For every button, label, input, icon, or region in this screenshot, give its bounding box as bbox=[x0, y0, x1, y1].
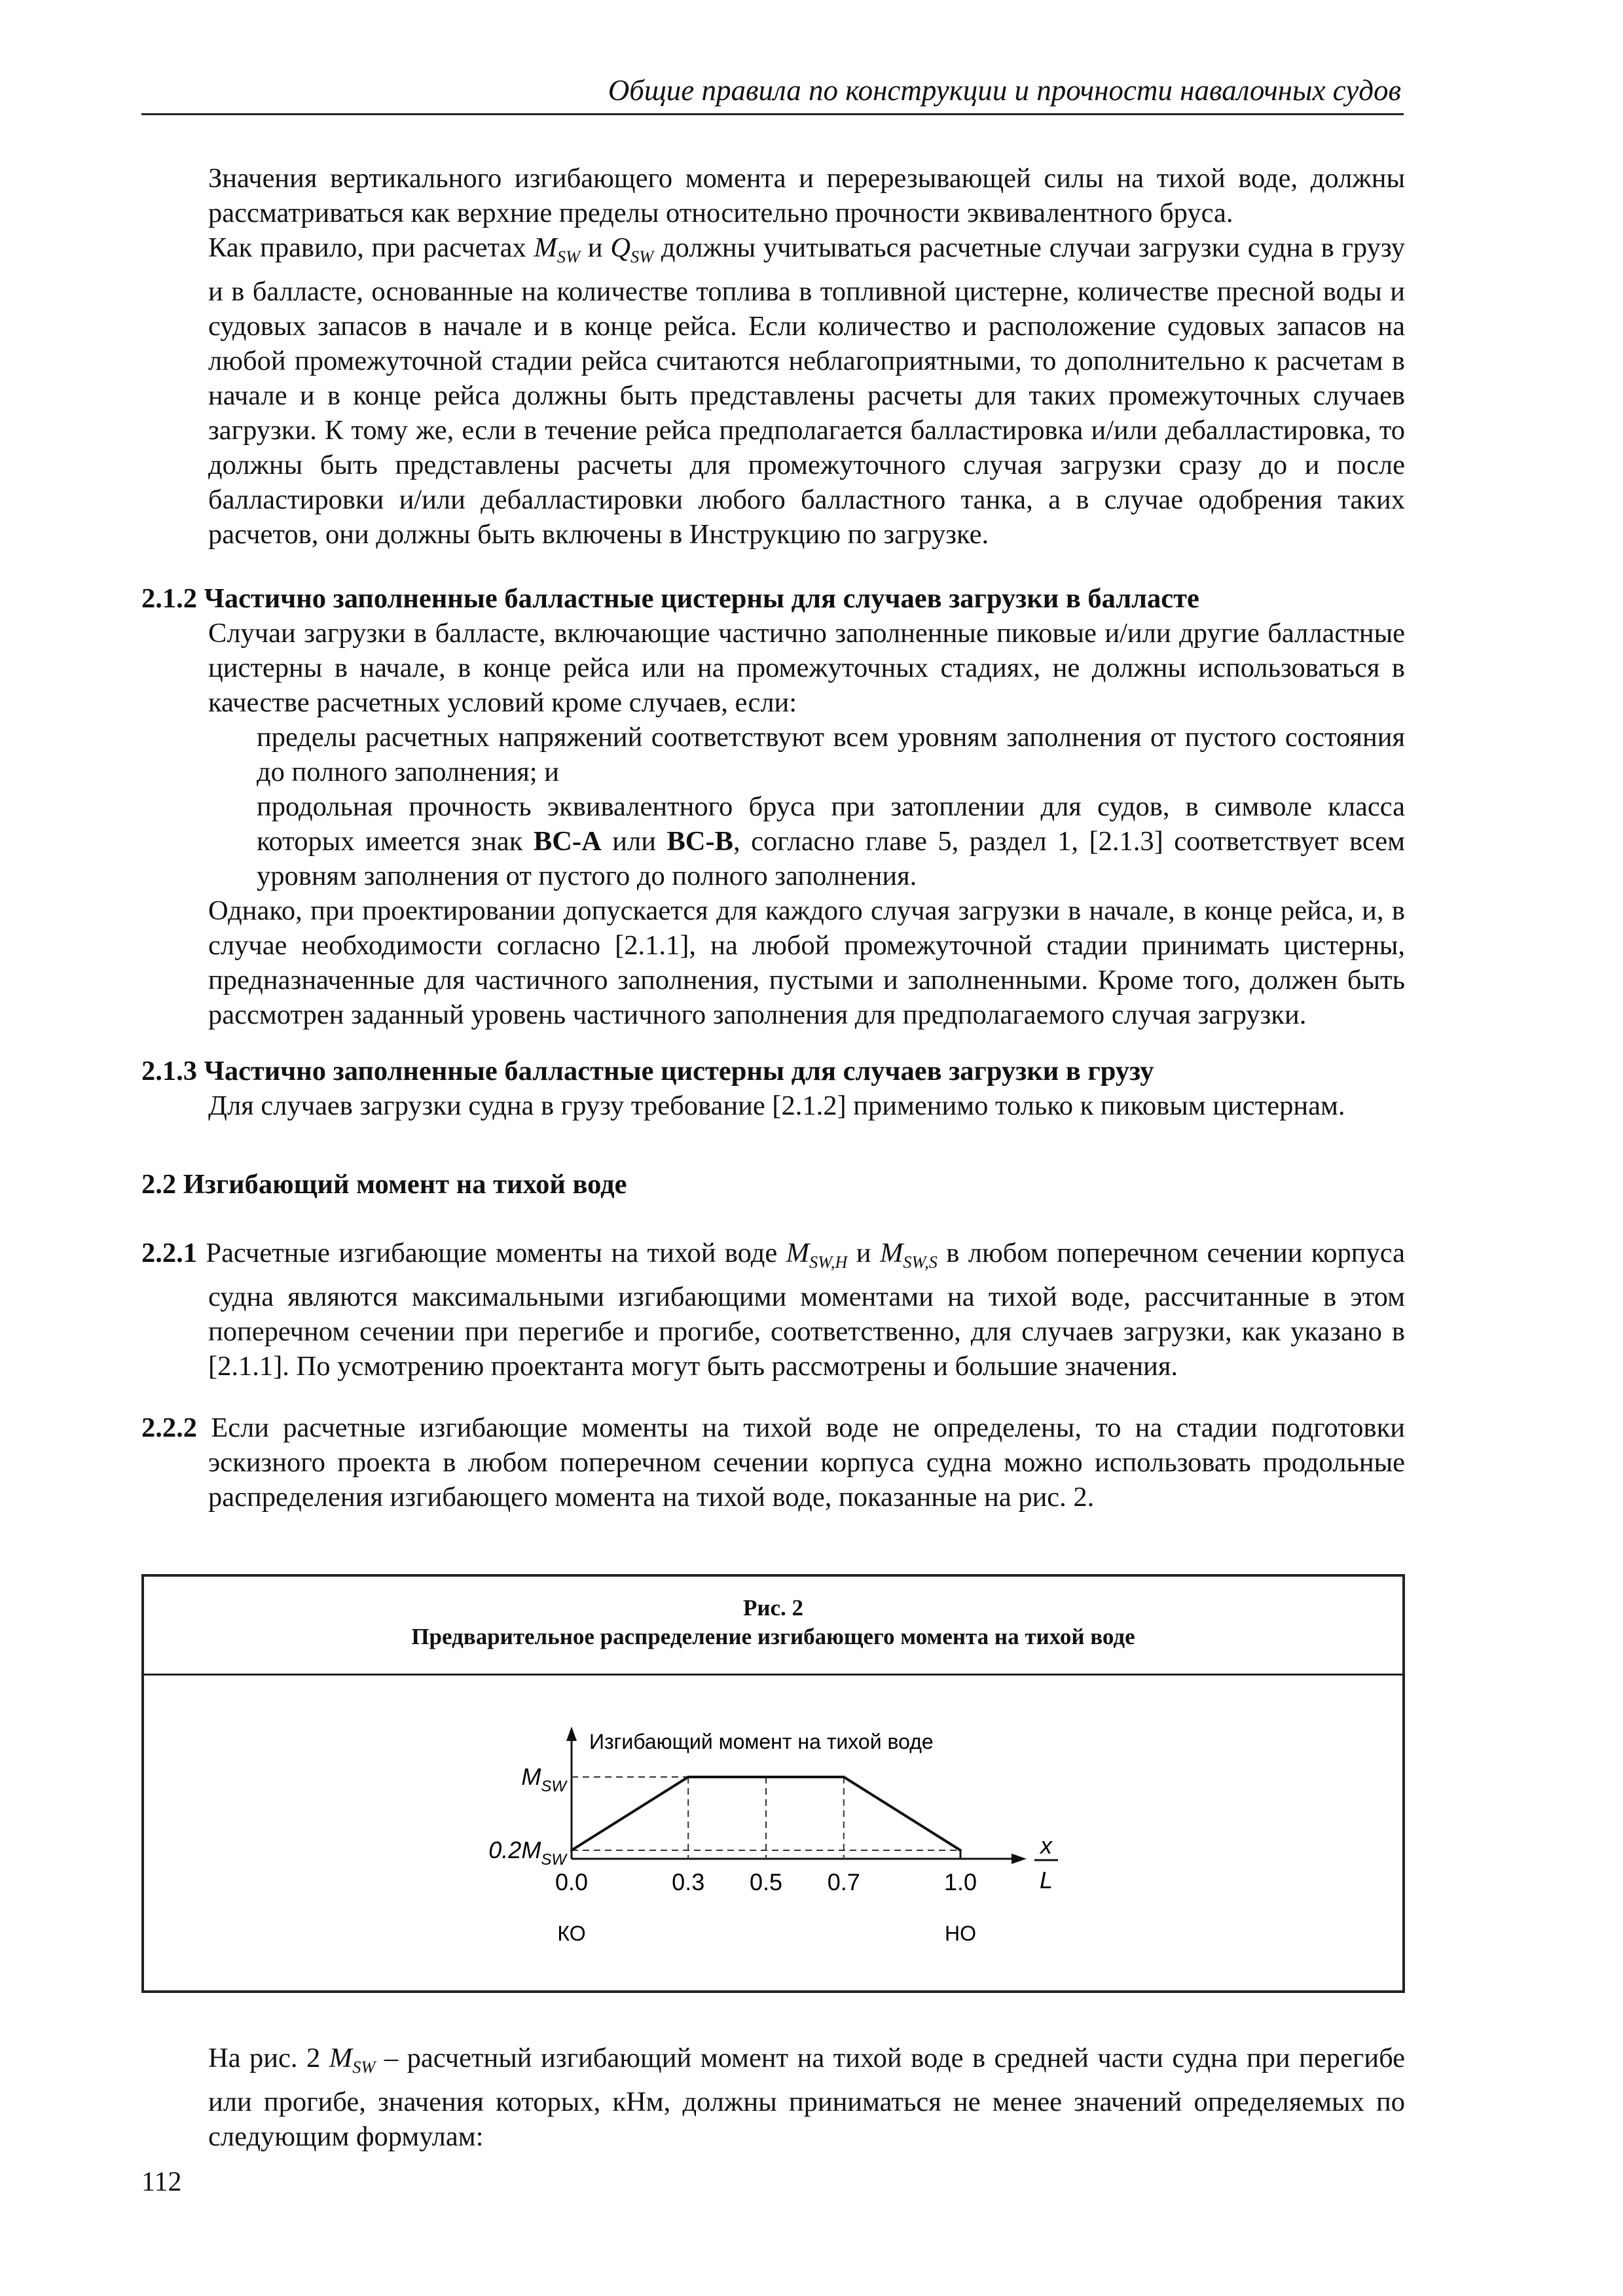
y-tick-label-1: $0.2M_{SW}$ bbox=[488, 1837, 566, 1869]
y-tick-label-0: $M_{SW}$ bbox=[521, 1763, 566, 1795]
msw-symbol: $M_{SW}$ bbox=[534, 232, 581, 267]
paragraph-2-2-2: 2.2.2 Если расчетные изгибающие моменты на тихой воде не определены, то на стадии подготовки эскизного проекта в любом поперечном сечении корпуса судна можно использовать продольные распределения изгибающего момента на тихой воде, показанные на рис. 2. bbox=[141, 1412, 1405, 1513]
list-item-stress-limits: пределы расчетных напряжений соответствуют всем уровням заполнения от пустого состояния до полного заполнения; и bbox=[257, 722, 1405, 787]
heading-2-2: 2.2 Изгибающий момент на тихой воде bbox=[141, 1169, 627, 1200]
data-point-1 bbox=[687, 1776, 689, 1778]
y-axis-arrow bbox=[566, 1727, 577, 1741]
x-tick-label-2: 0.5 bbox=[749, 1869, 783, 1895]
x-tick-label-4: 1.0 bbox=[943, 1869, 977, 1895]
data-point-3 bbox=[959, 1849, 962, 1852]
figure-label: Рис. 2 bbox=[742, 1595, 804, 1621]
qsw-symbol: $Q_{SW}$ bbox=[610, 232, 654, 267]
paragraph-2-1-2-intro: Случаи загрузки в балласте, включающие частично заполненные пиковые и/или другие балластные цистерны в начале, в конце рейса или на промежуточных стадиях, не должны использоваться в качестве расчетных условий кроме случаев, если: bbox=[208, 618, 1405, 718]
paragraph-after-figure: На рис. 2 $M_{SW}$ – расчетный изгибающий момент на тихой воде в средней части судна при перегибе или прогибе, значения которых, кНм, должны приниматься не менее значений определяемых по следующим формулам: bbox=[208, 2043, 1406, 2153]
x-tick-label-3: 0.7 bbox=[827, 1869, 860, 1895]
x-axis-label-den: L bbox=[1039, 1867, 1053, 1893]
heading-2-1-3: 2.1.3 Частично заполненные балластные цистерны для случаев загрузки в грузу bbox=[141, 1056, 1154, 1086]
paragraph-2-2-1: 2.2.1 Расчетные изгибающие моменты на тихой воде $M_{SW,H}$ и $M_{SW,S}$ в любом поперечном сечении корпуса судна являются максимальными изгибающими моментами на тихой воде, рассчитанные в этом поперечном сечении при перегибе и прогибе, соответственно, для случаев загрузки, как указано в [2.1.1]. По усмотрению проектанта могут быть рассмотрены и большие значения. bbox=[141, 1238, 1406, 1382]
x-axis-label-num: x bbox=[1040, 1832, 1052, 1859]
clause-number-2-2-1: 2.2.1 bbox=[141, 1238, 197, 1268]
msw-h-symbol: $M_{SW,H}$ bbox=[786, 1238, 848, 1272]
figure-caption: Предварительное распределение изгибающего момента на тихой воде bbox=[411, 1624, 1135, 1649]
bc-b-mark: BC-B bbox=[666, 826, 733, 857]
x-axis-arrow bbox=[1012, 1854, 1027, 1864]
x-tick-label-0: 0.0 bbox=[555, 1869, 589, 1895]
running-header: Общие правила по конструкции и прочности навалочных судов bbox=[608, 74, 1401, 107]
msw-symbol-2: $M_{SW}$ bbox=[329, 2043, 376, 2077]
list-item-longitudinal-strength: продольная прочность эквивалентного бруса при затоплении для судов, в символе класса которых имеется знак BC-A или BC-B, согласно главе 5, раздел 1, [2.1.3] соответствует всем уровням заполнения от пустого до полного заполнения. bbox=[257, 791, 1405, 891]
x-tick-label-1: 0.3 bbox=[672, 1869, 705, 1895]
data-point-0 bbox=[570, 1849, 573, 1852]
paragraph-calculations: Как правило, при расчетах $M_{SW}$ и $Q_{SW}$ должны учитываться расчетные случаи загрузки судна в грузу и в балласте, основанные на количестве топлива в топливной цистерне, количестве пресной воды и судовых запасов в начале и в конце рейса. Если количество и расположение судовых запасов на любой промежуточной стадии рейса считаются неблагоприятными, то дополнительно к расчетам в начале и в конце рейса должны быть представлены расчеты для таких промежуточных случаев загрузки. К тому же, если в течение рейса предполагается балластировка и/или дебалластировка, то должны быть представлены расчеты для промежуточного случая загрузки сразу до и после балластировки и/или дебалластировки любого балластного танка, а в случае одобрения таких расчетов, они должны быть включены в Инструкцию по загрузке. bbox=[208, 232, 1406, 550]
chart-title: Изгибающий момент на тихой воде bbox=[589, 1730, 934, 1753]
paragraph-2-1-3: Для случаев загрузки судна в грузу требование [2.1.2] применимо только к пиковым цистернам. bbox=[208, 1090, 1345, 1121]
data-point-2 bbox=[843, 1776, 845, 1778]
bc-a-mark: BC-A bbox=[533, 826, 602, 857]
end-label-1: НО bbox=[945, 1922, 976, 1945]
page-number: 112 bbox=[141, 2167, 182, 2197]
paragraph-2-1-2-design: Однако, при проектировании допускается для каждого случая загрузки в начале, в конце рейса, и, в случае необходимости согласно [2.1.1], на любой промежуточной стадии принимать цистерны, предназначенные для частичного заполнения, пустыми и заполненными. Кроме того, должен быть рассмотрен заданный уровень частичного заполнения для предполагаемого случая загрузки. bbox=[208, 895, 1405, 1030]
clause-number-2-2-2: 2.2.2 bbox=[141, 1412, 197, 1443]
heading-2-1-2: 2.1.2 Частично заполненные балластные цистерны для случаев загрузки в балласте bbox=[141, 583, 1199, 614]
intro-text: Значения вертикального изгибающего момента и перерезывающей силы на тихой воде, должны рассматриваться как верхние пределы относительно прочности эквивалентного бруса. bbox=[208, 163, 1405, 228]
end-label-0: КО bbox=[557, 1922, 586, 1945]
msw-s-symbol: $M_{SW,S}$ bbox=[879, 1238, 938, 1272]
